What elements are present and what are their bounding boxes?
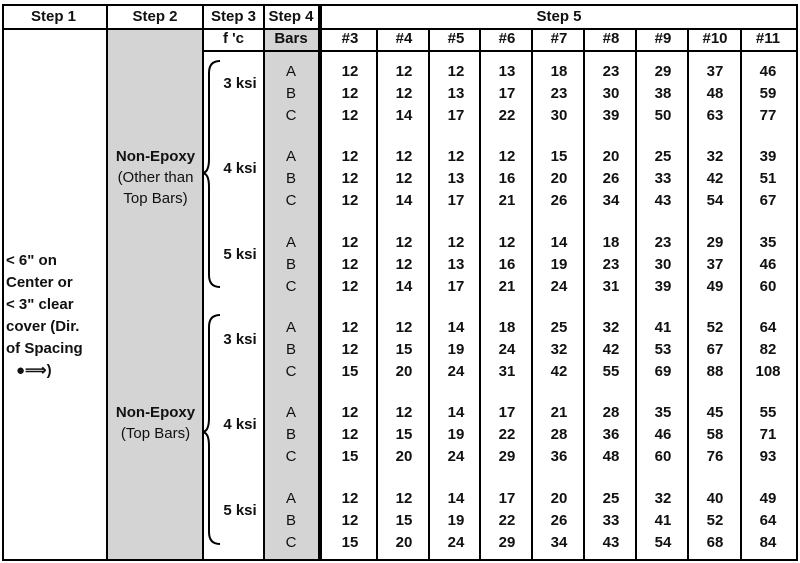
length-value: 36 [602,426,620,443]
length-value: 60 [759,278,777,295]
length-value: 12 [395,63,413,80]
length-value: 39 [759,148,777,165]
length-value: 60 [654,448,672,465]
length-value: 23 [602,256,620,273]
bar-case-letter: C [285,448,297,465]
length-value: 48 [706,85,724,102]
concrete-strength: 4 ksi [223,416,257,433]
bar-case-letter: A [285,490,296,507]
length-value: 52 [706,512,724,529]
bar-case-letter: B [285,256,296,273]
length-value: 18 [602,234,620,251]
length-value: 63 [706,107,724,124]
length-value: 12 [341,426,359,443]
length-value: 20 [395,448,413,465]
length-value: 42 [550,363,568,380]
bar-case-letter: A [285,319,296,336]
group-subtitle: (Top Bars) [120,425,191,442]
length-value: 20 [550,170,568,187]
length-value: 12 [341,278,359,295]
length-value: 38 [654,85,672,102]
length-value: 17 [447,107,465,124]
group-1-label [108,146,203,209]
length-value: 12 [395,85,413,102]
length-value: 22 [498,107,516,124]
length-value: 84 [759,534,777,551]
bar-size-header: #10 [702,30,728,47]
length-value: 26 [550,512,568,529]
length-value: 12 [498,234,516,251]
rule [531,30,533,561]
bar-case-letter: B [285,426,296,443]
length-value: 42 [602,341,620,358]
length-value: 59 [759,85,777,102]
length-value: 36 [550,448,568,465]
step1-line: Center or [6,274,73,291]
length-value: 23 [602,63,620,80]
concrete-strength: 3 ksi [223,75,257,92]
length-value: 24 [447,448,465,465]
header-step4: Step 4 [268,8,314,25]
length-value: 12 [341,148,359,165]
group-2-label [108,402,203,444]
header-step5: Step 5 [536,8,582,25]
bar-size-header: #9 [654,30,672,47]
length-value: 23 [654,234,672,251]
header-step2: Step 2 [132,8,178,25]
bar-size-header: #7 [550,30,568,47]
length-value: 43 [602,534,620,551]
length-value: 14 [395,278,413,295]
length-value: 12 [341,319,359,336]
length-value: 25 [602,490,620,507]
rule [106,4,108,561]
length-value: 32 [654,490,672,507]
length-value: 12 [341,192,359,209]
step1-line: < 3" clear [6,296,74,313]
rule [428,30,430,561]
rule [318,4,322,561]
length-value: 30 [654,256,672,273]
length-value: 15 [550,148,568,165]
length-value: 20 [395,534,413,551]
length-value: 12 [395,148,413,165]
length-value: 14 [447,404,465,421]
length-value: 12 [341,63,359,80]
length-value: 12 [447,234,465,251]
length-value: 88 [706,363,724,380]
fc-label: f 'c [222,30,245,47]
rule [263,4,265,561]
length-value: 21 [498,192,516,209]
length-value: 17 [498,490,516,507]
length-value: 17 [498,404,516,421]
length-value: 12 [341,490,359,507]
length-value: 12 [395,234,413,251]
length-value: 19 [447,426,465,443]
step1-line: < 6" on [6,252,57,269]
length-value: 64 [759,512,777,529]
length-value: 12 [395,256,413,273]
length-value: 55 [759,404,777,421]
rule [635,30,637,561]
length-value: 13 [498,63,516,80]
length-value: 12 [341,234,359,251]
rule [687,30,689,561]
length-value: 24 [447,363,465,380]
length-value: 82 [759,341,777,358]
length-value: 19 [550,256,568,273]
bar-case-letter: C [285,107,297,124]
rule [2,4,4,561]
bar-case-letter: C [285,534,297,551]
length-value: 28 [602,404,620,421]
group-title: Non-Epoxy [115,148,196,165]
length-value: 14 [447,319,465,336]
rule [203,50,798,52]
length-value: 13 [447,170,465,187]
length-value: 25 [550,319,568,336]
rule [583,30,585,561]
length-value: 42 [706,170,724,187]
length-value: 52 [706,319,724,336]
length-value: 51 [759,170,777,187]
length-value: 23 [550,85,568,102]
length-value: 39 [602,107,620,124]
length-value: 29 [706,234,724,251]
length-value: 34 [550,534,568,551]
group-title: Non-Epoxy [115,404,196,421]
group-subtitle: (Other than [117,169,194,186]
bar-case-letter: C [285,278,297,295]
concrete-strength: 5 ksi [223,502,257,519]
concrete-strength: 4 ksi [223,160,257,177]
length-value: 12 [341,170,359,187]
rule [2,4,798,6]
length-value: 46 [759,256,777,273]
length-value: 13 [447,256,465,273]
length-value: 12 [395,319,413,336]
length-value: 40 [706,490,724,507]
concrete-strength: 5 ksi [223,246,257,263]
length-value: 35 [759,234,777,251]
length-value: 68 [706,534,724,551]
length-value: 55 [602,363,620,380]
length-value: 15 [341,534,359,551]
length-value: 12 [341,341,359,358]
length-value: 35 [654,404,672,421]
length-value: 29 [498,448,516,465]
bar-case-letter: A [285,404,296,421]
length-value: 32 [706,148,724,165]
bar-size-header: #6 [498,30,516,47]
length-value: 17 [498,85,516,102]
length-value: 54 [706,192,724,209]
length-value: 12 [447,148,465,165]
length-value: 37 [706,63,724,80]
spacing-direction-arrow: ●⟹) [16,362,52,379]
length-value: 14 [395,192,413,209]
rule [796,4,798,561]
step1-line: cover (Dir. [6,318,80,335]
length-value: 21 [498,278,516,295]
length-value: 29 [498,534,516,551]
rule [2,28,798,30]
length-value: 58 [706,426,724,443]
length-value: 49 [759,490,777,507]
bar-case-letter: C [285,192,297,209]
length-value: 33 [654,170,672,187]
length-value: 71 [759,426,777,443]
length-value: 34 [602,192,620,209]
bar-size-header: #5 [447,30,465,47]
length-value: 46 [759,63,777,80]
concrete-strength: 3 ksi [223,331,257,348]
length-value: 15 [341,363,359,380]
length-value: 53 [654,341,672,358]
length-value: 18 [550,63,568,80]
length-value: 24 [447,534,465,551]
length-value: 46 [654,426,672,443]
length-value: 12 [395,170,413,187]
step1-line: of Spacing [6,340,83,357]
rule [479,30,481,561]
length-value: 31 [498,363,516,380]
length-value: 12 [395,490,413,507]
rule [376,30,378,561]
length-value: 15 [395,512,413,529]
length-value: 43 [654,192,672,209]
length-value: 12 [341,512,359,529]
length-value: 67 [759,192,777,209]
length-value: 14 [550,234,568,251]
length-value: 26 [602,170,620,187]
length-value: 76 [706,448,724,465]
length-value: 39 [654,278,672,295]
bar-size-header: #4 [395,30,413,47]
length-value: 20 [395,363,413,380]
length-value: 37 [706,256,724,273]
length-value: 29 [654,63,672,80]
length-value: 54 [654,534,672,551]
length-value: 30 [550,107,568,124]
bar-case-letter: A [285,148,296,165]
bar-case-letter: C [285,363,297,380]
bar-case-letter: B [285,341,296,358]
length-value: 24 [498,341,516,358]
length-value: 20 [602,148,620,165]
bar-size-header: #3 [341,30,359,47]
bar-case-letter: B [285,512,296,529]
rule [740,30,742,561]
length-value: 32 [550,341,568,358]
length-value: 12 [395,404,413,421]
length-value: 17 [447,278,465,295]
length-value: 64 [759,319,777,336]
length-value: 33 [602,512,620,529]
length-value: 22 [498,426,516,443]
length-value: 50 [654,107,672,124]
length-value: 48 [602,448,620,465]
header-step1: Step 1 [30,8,76,25]
length-value: 41 [654,319,672,336]
length-value: 49 [706,278,724,295]
group-subtitle: Top Bars) [123,190,188,207]
bar-size-header: #11 [755,30,781,47]
bar-case-letter: B [285,85,296,102]
length-value: 67 [706,341,724,358]
length-value: 28 [550,426,568,443]
bar-case-letter: B [285,170,296,187]
length-value: 12 [341,404,359,421]
length-value: 14 [395,107,413,124]
length-value: 26 [550,192,568,209]
bars-label: Bars [274,30,308,47]
length-value: 16 [498,256,516,273]
length-value: 108 [755,363,781,380]
length-value: 22 [498,512,516,529]
length-value: 12 [447,63,465,80]
length-value: 12 [341,107,359,124]
length-value: 19 [447,512,465,529]
length-value: 45 [706,404,724,421]
step2-shade [107,30,203,560]
length-value: 12 [498,148,516,165]
length-value: 77 [759,107,777,124]
bar-case-letter: A [285,63,296,80]
length-value: 15 [341,448,359,465]
length-value: 15 [395,341,413,358]
length-value: 17 [447,192,465,209]
length-value: 32 [602,319,620,336]
length-value: 15 [395,426,413,443]
bar-size-header: #8 [602,30,620,47]
length-value: 25 [654,148,672,165]
length-value: 24 [550,278,568,295]
length-value: 21 [550,404,568,421]
length-value: 30 [602,85,620,102]
step1-condition [6,250,104,382]
length-value: 14 [447,490,465,507]
length-value: 12 [341,256,359,273]
length-value: 16 [498,170,516,187]
length-value: 69 [654,363,672,380]
length-value: 20 [550,490,568,507]
length-value: 12 [341,85,359,102]
header-step3: Step 3 [210,8,256,25]
rule [2,559,798,561]
length-value: 93 [759,448,777,465]
length-value: 13 [447,85,465,102]
length-value: 31 [602,278,620,295]
length-value: 19 [447,341,465,358]
length-value: 41 [654,512,672,529]
length-value: 18 [498,319,516,336]
rule [202,4,204,561]
bar-case-letter: A [285,234,296,251]
